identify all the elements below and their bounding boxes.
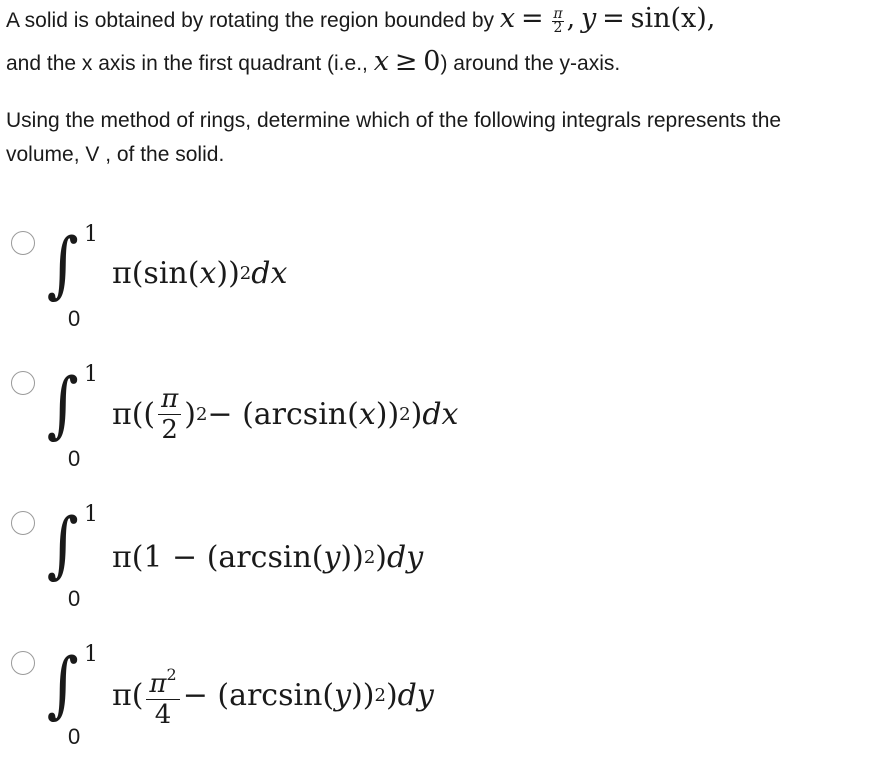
answer-option-2[interactable]: [0, 358, 874, 488]
integral-sign: ∫: [46, 502, 79, 586]
question-text: A solid is obtained by rotating the region bounded by: [6, 9, 495, 32]
upper-limit: 1: [84, 222, 98, 247]
math-fraction-pi-over-2: $\frac{\pi}{2}$: [553, 5, 563, 36]
lower-limit: 0: [68, 446, 81, 471]
integral-sign: ∫: [46, 642, 79, 726]
question-text: ) around the y-axis.: [440, 52, 621, 75]
integral-sign: ∫: [46, 222, 79, 306]
math-sin-arg: (x),: [670, 3, 716, 34]
upper-limit: 1: [84, 642, 98, 667]
question-line-3: Using the method of rings, determine which of the following integrals represents the: [6, 109, 782, 132]
fraction-pi-squared-over-4: $\frac{\pi^2}{4}$: [146, 660, 179, 730]
upper-limit: 1: [84, 362, 98, 387]
math-x: x: [499, 3, 516, 34]
upper-limit: 1: [84, 502, 98, 527]
question-line-2: [6, 46, 621, 77]
question-line-1: [6, 3, 716, 36]
lower-limit: 0: [68, 586, 81, 611]
math-comma: ,: [566, 3, 576, 34]
answer-option-4[interactable]: [0, 638, 874, 768]
lower-limit: 0: [68, 306, 81, 331]
question-text: and the x axis in the first quadrant (i.e.,: [6, 52, 368, 75]
math-x: x: [373, 46, 389, 77]
math-geq: ≥: [394, 46, 418, 77]
integrand: π( $\frac{\pi^2}{4}$ − (arcsin( y )) 2 ) dy: [112, 660, 434, 730]
radio-button[interactable]: [11, 231, 35, 255]
math-sin: sin: [630, 3, 671, 34]
math-equals: =: [520, 3, 544, 34]
integral-sign: ∫: [46, 362, 79, 446]
lower-limit: 0: [68, 724, 81, 749]
integrand: π(1 − (arcsin( y )) 2 ) dy: [112, 540, 424, 575]
answer-option-1[interactable]: [0, 218, 874, 348]
integrand: π(sin( x )) 2 dx: [112, 256, 288, 291]
fraction-pi-over-2: $\frac{\pi}{2}$: [158, 384, 181, 445]
math-zero: 0: [423, 46, 441, 77]
math-equals-2: =: [602, 3, 625, 34]
radio-button[interactable]: [11, 371, 35, 395]
math-y: y: [581, 3, 597, 34]
radio-button[interactable]: [11, 651, 35, 675]
integrand: π(( $\frac{\pi}{2}$ ) 2 − (arcsin( x )) 2 ) dx: [112, 384, 459, 445]
radio-button[interactable]: [11, 511, 35, 535]
answer-option-3[interactable]: [0, 498, 874, 628]
question-line-4: volume, V , of the solid.: [6, 143, 225, 166]
